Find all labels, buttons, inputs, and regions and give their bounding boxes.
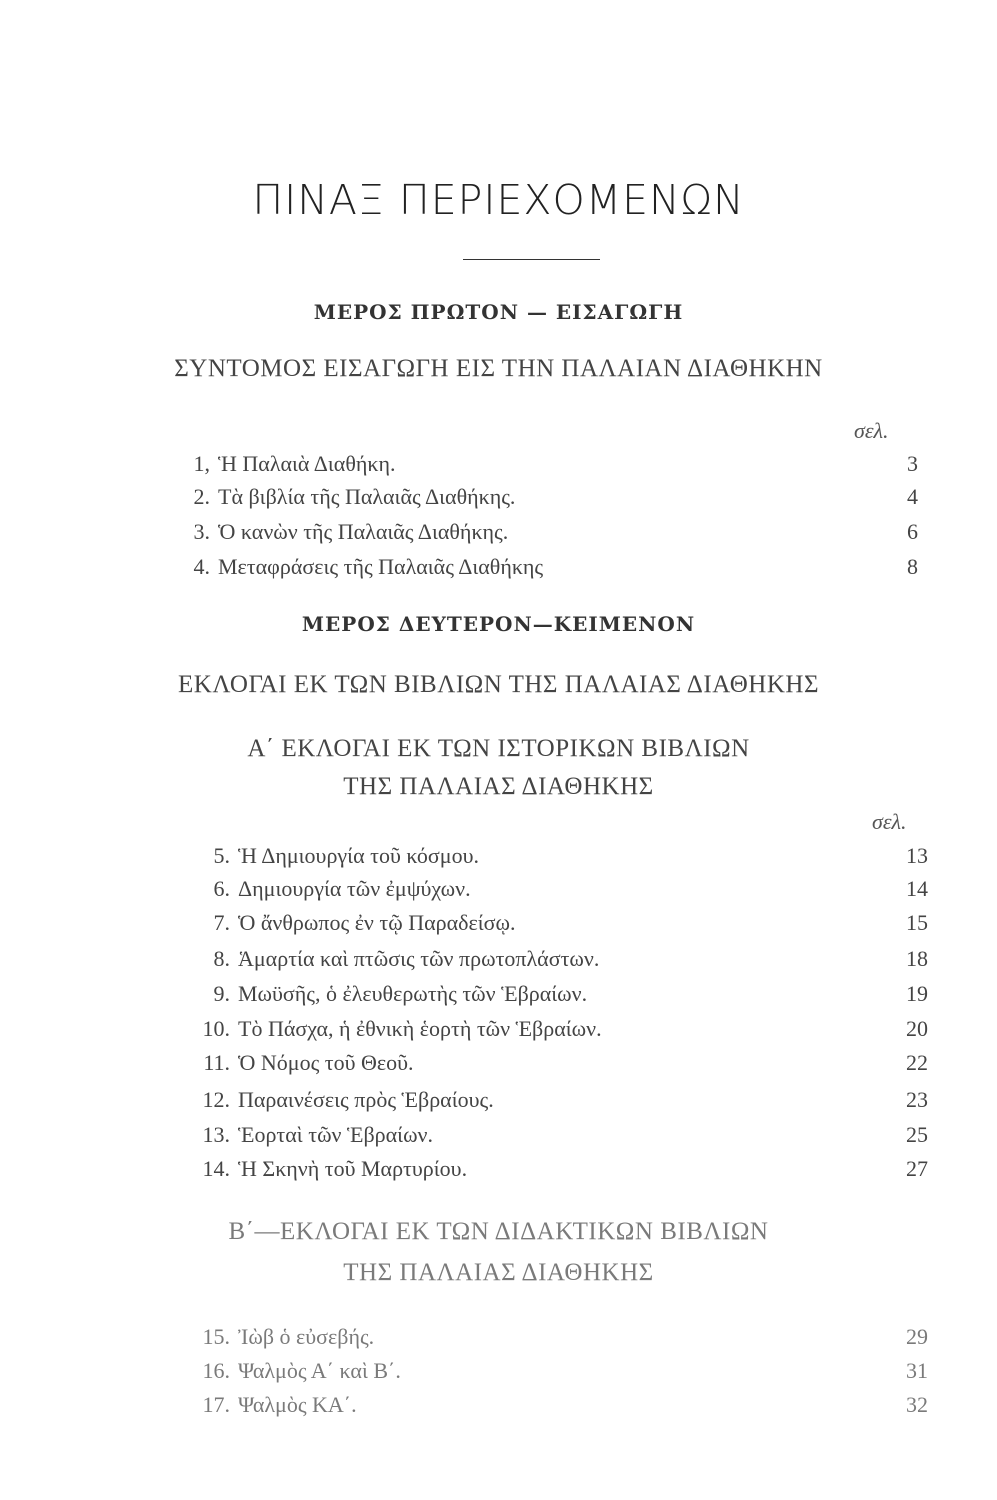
entry-number: 6. (213, 876, 230, 901)
entry-title: Ἡ Σκηνὴ τοῦ Μαρτυρίου. (238, 1156, 468, 1181)
toc-entry (213, 876, 928, 910)
entry-page: 27 (906, 1156, 928, 1181)
entry-number: 16. (202, 1358, 230, 1383)
toc-entry (202, 1324, 928, 1358)
entry-number: 1, (193, 451, 210, 476)
entry-page: 8 (907, 554, 918, 579)
part-two-heading: ΜΕΡΟΣ ΔΕΥΤΕΡΟΝ—ΚΕΙΜΕΝΟΝ (301, 612, 696, 636)
entry-title: Ὁ Νόμος τοῦ Θεοῦ. (238, 1050, 414, 1075)
entry-title: Μεταφράσεις τῆς Παλαιᾶς Διαθήκης (218, 554, 544, 579)
entry-page: 25 (906, 1122, 928, 1147)
entry-title: Ὁ κανὼν τῆς Παλαιᾶς Διαθήκης. (218, 519, 509, 544)
page-title: ΠΙΝΑΞ ΠΕΡΙΕΧΟΜΕΝΩΝ (252, 176, 745, 224)
entry-number: 2. (193, 484, 210, 509)
entry-number: 14. (202, 1156, 230, 1181)
entry-number: 3. (193, 519, 210, 544)
subsection-a-heading-line1: Α΄ ΕΚΛΟΓΑΙ ΕΚ ΤΩΝ ΙΣΤΟΡΙΚΩΝ ΒΙΒΛΙΩΝ (247, 735, 750, 762)
entry-number: 12. (202, 1087, 230, 1112)
toc-entry (213, 946, 928, 980)
toc-entry (202, 1122, 928, 1156)
entry-title: Ἁμαρτία καὶ πτῶσις τῶν πρωτοπλάστων. (238, 946, 600, 971)
toc-entry (193, 554, 918, 588)
entry-number: 17. (202, 1392, 230, 1417)
toc-entry (202, 1016, 928, 1050)
entry-page: 19 (906, 981, 928, 1006)
entry-title: Ψαλμὸς Α΄ καὶ Β΄. (238, 1358, 401, 1383)
toc-entry (202, 1392, 928, 1426)
entry-title: Μωϋσῆς, ὁ ἐλευθερωτὴς τῶν Ἑβραίων. (238, 981, 588, 1006)
entry-page: 18 (906, 946, 928, 971)
entry-number: 4. (193, 554, 210, 579)
entry-title: Ἑορταὶ τῶν Ἑβραίων. (238, 1122, 433, 1147)
entry-page: 14 (906, 876, 928, 901)
entry-page: 23 (906, 1087, 928, 1112)
entry-title: Δημιουργία τῶν ἐμψύχων. (238, 876, 471, 901)
toc-entry (202, 1358, 928, 1392)
part-one-heading: ΜΕΡΟΣ ΠΡΩΤΟΝ — ΕΙΣΑΓΩΓΗ (313, 300, 684, 324)
part-two-section-heading: ΕΚΛΟΓΑΙ ΕΚ ΤΩΝ ΒΙΒΛΙΩΝ ΤΗΣ ΠΑΛΑΙΑΣ ΔΙΑΘΗΚΗΣ (178, 671, 819, 698)
entry-title: Ἡ Δημιουργία τοῦ κόσμου. (238, 843, 479, 868)
subsection-a-heading-line2: ΤΗΣ ΠΑΛΑΙΑΣ ΔΙΑΘΗΚΗΣ (343, 773, 654, 800)
entry-page: 15 (906, 910, 928, 935)
entry-number: 11. (203, 1050, 230, 1075)
toc-entry (213, 981, 928, 1015)
part-one-page-label: σελ. (854, 418, 889, 443)
entry-title: Τὰ βιβλία τῆς Παλαιᾶς Διαθήκης. (218, 484, 516, 509)
entry-title: Ἰὼβ ὁ εὐσεβής. (238, 1324, 375, 1349)
entry-number: 15. (202, 1324, 230, 1349)
entry-number: 5. (213, 843, 230, 868)
entry-page: 32 (906, 1392, 928, 1417)
entry-number: 13. (202, 1122, 230, 1147)
entry-title: Τὸ Πάσχα, ἡ ἐθνικὴ ἑορτὴ τῶν Ἑβραίων. (238, 1016, 602, 1041)
subsection-a-page-label: σελ. (872, 809, 907, 834)
toc-entry (213, 910, 928, 944)
entry-number: 10. (202, 1016, 230, 1041)
toc-entry (202, 1156, 928, 1190)
subsection-b-heading-line2: ΤΗΣ ΠΑΛΑΙΑΣ ΔΙΑΘΗΚΗΣ (343, 1259, 654, 1286)
entry-page: 29 (906, 1324, 928, 1349)
subsection-b-heading-line1: Β΄—ΕΚΛΟΓΑΙ ΕΚ ΤΩΝ ΔΙΔΑΚΤΙΚΩΝ ΒΙΒΛΙΩΝ (228, 1218, 769, 1245)
toc-entry (213, 843, 928, 877)
title-rule (463, 259, 600, 260)
part-one-section-heading: ΣΥΝΤΟΜΟΣ ΕΙΣΑΓΩΓΗ ΕΙΣ ΤΗΝ ΠΑΛΑΙΑΝ ΔΙΑΘΗΚΗΝ (174, 355, 823, 382)
entry-title: Ἡ Παλαιὰ Διαθήκη. (218, 451, 396, 476)
entry-page: 3 (907, 451, 918, 476)
entry-page: 6 (907, 519, 918, 544)
entry-page: 4 (907, 484, 918, 509)
entry-number: 7. (213, 910, 230, 935)
toc-entry (193, 519, 918, 553)
entry-title: Ὁ ἄνθρωπος ἐν τῷ Παραδείσῳ. (238, 910, 516, 935)
entry-number: 9. (213, 981, 230, 1006)
toc-entry (202, 1087, 928, 1121)
entry-page: 22 (906, 1050, 928, 1075)
toc-entry (203, 1050, 928, 1084)
entry-page: 31 (906, 1358, 928, 1383)
entry-page: 13 (906, 843, 928, 868)
entry-number: 8. (213, 946, 230, 971)
entry-title: Παραινέσεις πρὸς Ἑβραίους. (238, 1087, 494, 1112)
entry-title: Ψαλμὸς ΚΑ΄. (238, 1392, 357, 1417)
toc-entry (193, 451, 918, 485)
entry-page: 20 (906, 1016, 928, 1041)
toc-entry (193, 484, 918, 518)
